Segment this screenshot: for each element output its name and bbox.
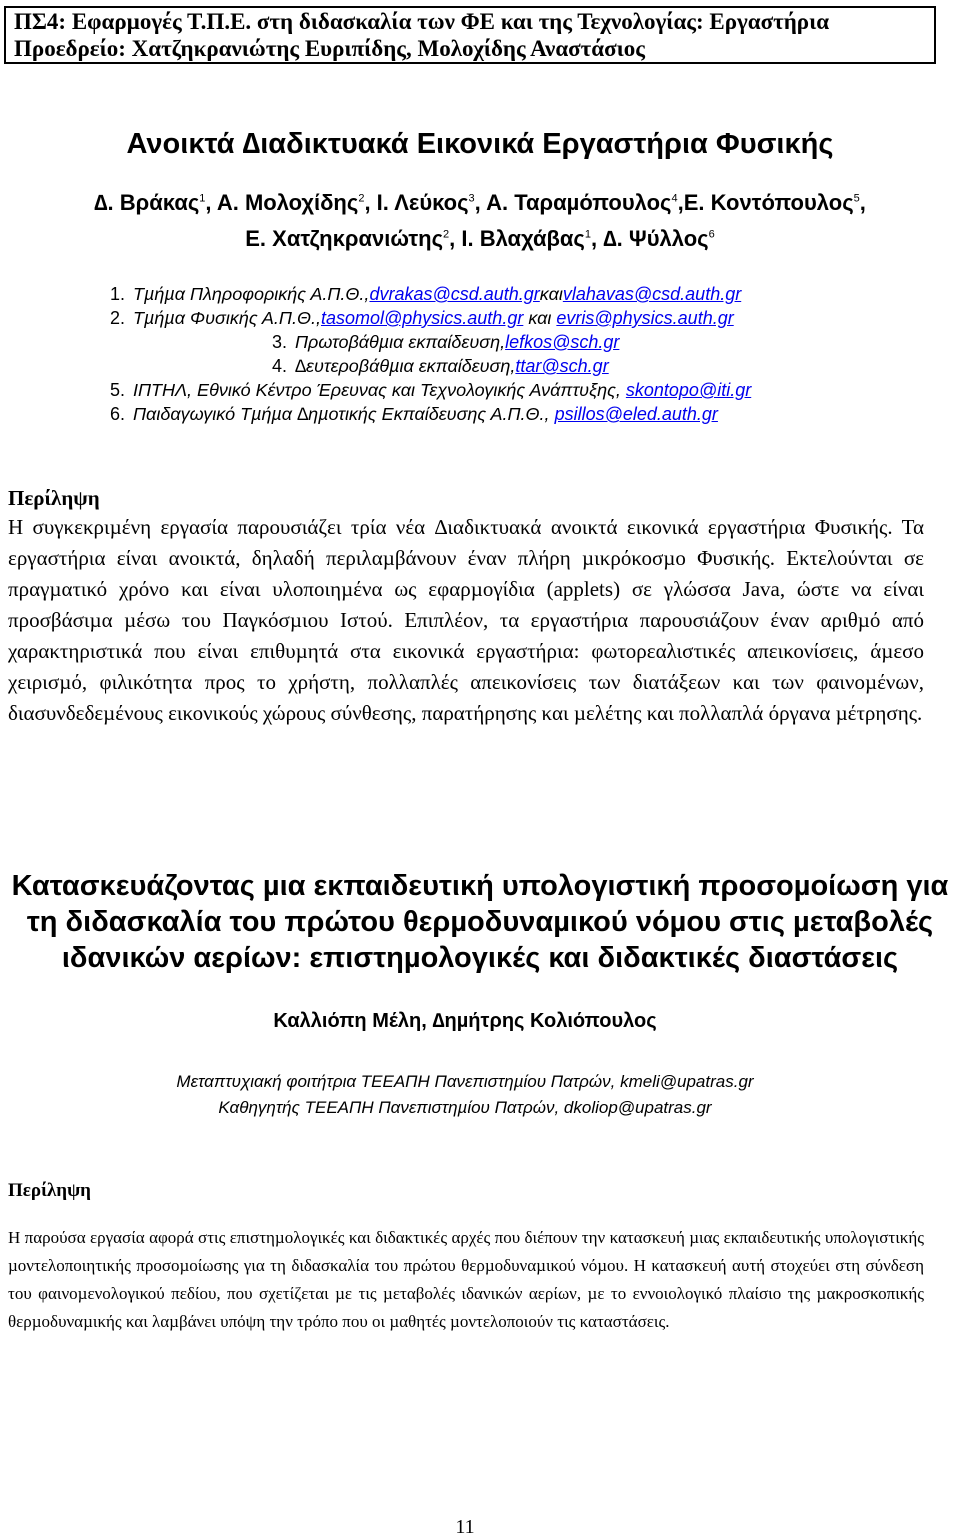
affiliation-conjunction: και xyxy=(539,284,563,304)
author-affiliation-mark: 1 xyxy=(584,228,591,241)
author: Ε. Χατζηκρανιώτης xyxy=(245,226,444,251)
author-affiliation-mark: 3 xyxy=(468,192,475,205)
affiliation-number: 6. xyxy=(110,404,126,424)
affiliation-item xyxy=(110,284,741,305)
affiliation-item xyxy=(272,356,609,377)
paper2-affiliation: Μεταπτυχιακή φοιτήτρια ΤΕΕΑΠΗ Πανεπιστηµίου Πατρών, kmeli@upatras.gr xyxy=(176,1072,754,1091)
affiliation-text: Πρωτοβάθµια εκπαίδευση, xyxy=(295,332,506,352)
email-link[interactable]: evris@physics.auth.gr xyxy=(556,308,734,328)
affiliation-number: 1. xyxy=(110,284,126,304)
paper2-authors: Καλλιόπη Μέλη, ∆ηµήτρης Κολιόπουλος xyxy=(273,1010,657,1032)
affiliation-number: 4. xyxy=(272,356,288,376)
email-link[interactable]: skontopo@iti.gr xyxy=(625,380,752,400)
author-affiliation-mark: 2 xyxy=(443,228,450,241)
affiliation-text: Τµήµα Φυσικής Α.Π.Θ., xyxy=(133,308,321,328)
affiliation-conjunction: και xyxy=(523,308,557,328)
paper2-title-line: ιδανικών αερίων: επιστηµολογικές και διδακτικές διαστάσεις xyxy=(61,942,899,974)
author: , Α. Ταραµόπουλος xyxy=(474,190,672,215)
paper2-affiliation: Καθηγητής ΤΕΕΑΠΗ Πανεπιστηµίου Πατρών, dkoliop@upatras.gr xyxy=(218,1098,712,1117)
affiliation-number: 2. xyxy=(110,308,126,328)
author: ,Ε. Κοντόπουλος xyxy=(677,190,854,215)
author: , ∆. Ψύλλος xyxy=(591,226,709,251)
paper1-authors-line1 xyxy=(0,190,960,216)
abstract-heading: Περίληψη xyxy=(8,486,100,510)
author-affiliation-mark: 2 xyxy=(358,192,365,205)
paper1-authors-line2 xyxy=(0,226,960,252)
affiliation-item xyxy=(110,380,751,401)
email-link[interactable]: tasomol@physics.auth.gr xyxy=(320,308,524,328)
abstract-text: Η συγκεκριµένη εργασία παρουσιάζει τρία νέα ∆ιαδικτυακά ανοικτά εικονικά εργαστήρια Φυσικής. Τα εργαστήρια είναι ανοικτά, δηλαδή περιλαµβάνουν έναν πλήρη µικρόκοσµο Φυσικής. Εκτελούνται σε πραγµατικό χρόνο και είναι υλοποιηµένα ως εφαρµογίδια (applets) σε γλώσσα Java, ώστε να είναι προσβάσιµα µέσω του Παγκόσµιου Ιστού. Επιπλέον, τα εργαστήρια παρουσιάζουν έναν αριθµό από χαρακτηριστικά που είναι επιθυµητά στα εικονικά εργαστήρια: φωτορεαλιστικές απεικονίσεις, άµεσο χειρισµό, φιλικότητα προς το χρήστη, πολλαπλές απεικονίσεις των διατάξεων και των φαινοµένων, διασυνδεδεµένους εικονικούς χώρους σύνθεσης, παρατήρησης και µελέτης και πολλαπλά όργανα µέτρησης. xyxy=(8,515,924,725)
paper2-title xyxy=(0,868,960,976)
author: ∆. Βράκας xyxy=(94,190,200,215)
author: , Ι. Λεύκος xyxy=(364,190,469,215)
email-link[interactable]: vlahavas@csd.auth.gr xyxy=(562,284,742,304)
author-affiliation-mark: 1 xyxy=(199,192,206,205)
author: , Ι. Βλαχάβας xyxy=(449,226,585,251)
affiliation-number: 5. xyxy=(110,380,126,400)
author-affiliation-mark: 4 xyxy=(671,192,678,205)
session-header xyxy=(4,6,936,64)
session-title: ΠΣ4: Εφαρµογές Τ.Π.Ε. στη διδασκαλία των ΦΕ και της Τεχνολογίας: Εργαστήρια xyxy=(14,9,830,34)
affiliation-item xyxy=(272,332,619,353)
affiliation-text: Τµήµα Πληροφορικής Α.Π.Θ., xyxy=(133,284,370,304)
email-link[interactable]: psillos@eled.auth.gr xyxy=(554,404,718,424)
affiliation-number: 3. xyxy=(272,332,288,352)
author: , Α. Μολοχίδης xyxy=(205,190,359,215)
affiliation-text: ∆ευτεροβάθµια εκπαίδευση, xyxy=(295,356,516,376)
paper2-title-line: τη διδασκαλία του πρώτου θερµοδυναµικού νόµου στις µεταβολές xyxy=(26,906,934,938)
affiliation-text: ΙΠΤΗΛ, Εθνικό Κέντρο Έρευνας και Τεχνολογικής Ανάπτυξης, xyxy=(133,380,626,400)
affiliation-item xyxy=(110,308,734,329)
email-link[interactable]: dvrakas@csd.auth.gr xyxy=(369,284,540,304)
session-chairs: Προεδρείο: Χατζηκρανιώτης Ευριπίδης, Μολοχίδης Αναστάσιος xyxy=(14,36,645,61)
email-link[interactable]: ttar@sch.gr xyxy=(515,356,609,376)
page-number: 11 xyxy=(455,1516,475,1538)
author-affiliation-mark: 5 xyxy=(853,192,860,205)
email-link[interactable]: lefkos@sch.gr xyxy=(505,332,620,352)
author-separator: , xyxy=(859,190,866,215)
paper2-abstract-text: Η παρούσα εργασία αφορά στις επιστηµολογικές και διδακτικές αρχές που διέπουν την κατασκευή µιας εκπαιδευτικής υπολογιστικής µοντελοποιητικής προσοµοίωσης για τη διδασκαλία του πρώτου θερµοδυναµικού νόµου. Η κατασκευή αυτή στοχεύει στη σύνδεση του φαινοµενολογικού πεδίου, που σχετίζεται µε τις µεταβολές ιδανικών αερίων, µε το εννοιολογικό πλαίσιο της µακροσκοπικής θερµοδυναµικής και λαµβάνει υπόψη την τρόπο που οι µαθητές µοντελοποιούν τις καταστάσεις. xyxy=(8,1228,924,1331)
paper2-title-line: Κατασκευάζοντας µια εκπαιδευτική υπολογιστική προσοµοίωση για xyxy=(11,870,949,902)
paper2-abstract-heading: Περίληψη xyxy=(8,1180,91,1201)
affiliation-text: Παιδαγωγικό Τµήµα ∆ηµοτικής Εκπαίδευσης Α.Π.Θ., xyxy=(133,404,555,424)
affiliation-item xyxy=(110,404,718,425)
author-affiliation-mark: 6 xyxy=(708,228,715,241)
paper1-title: Ανοικτά ∆ιαδικτυακά Εικονικά Εργαστήρια Φυσικής xyxy=(126,128,834,160)
